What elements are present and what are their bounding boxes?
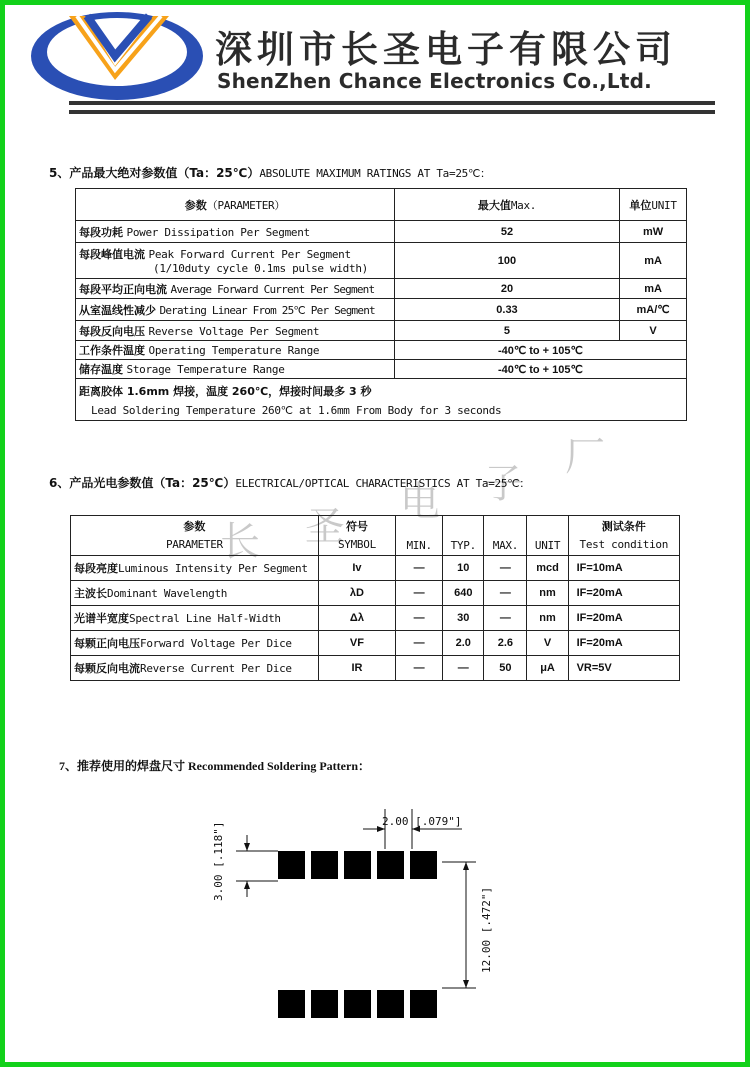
table-row: 光谱半宽度Spectral Line Half-Width Δλ — 30 — nm IF=20mA xyxy=(71,606,680,631)
table-row: 储存温度 Storage Temperature Range -40℃ to + 105℃ xyxy=(76,360,687,379)
header-parameter: 参数（PARAMETER） xyxy=(76,189,395,221)
header-rule xyxy=(69,110,715,114)
header-symbol: 符号 SYMBOL xyxy=(318,516,395,556)
solder-pad xyxy=(311,990,338,1018)
header-max: MAX. xyxy=(484,516,527,556)
header-max: 最大值Max. xyxy=(394,189,619,221)
table-row: 每段峰值电流 Peak Forward Current Per Segment (1/10duty cycle 0.1ms pulse width) 100 mA xyxy=(76,243,687,279)
table-row: 距离胶体 1.6mm 焊接，温度 260℃，焊接时间最多 3 秒 Lead Soldering Temperature 260℃ at 1.6mm From Body for 3 seconds xyxy=(76,379,687,421)
section-7-title: 7、推荐使用的焊盘尺寸 Recommended Soldering Pattern： xyxy=(59,759,370,773)
max-ratings-table xyxy=(75,188,687,421)
watermark-char: 圣 xyxy=(305,504,345,550)
header-unit: 单位UNIT xyxy=(620,189,687,221)
table-row: 每段平均正向电流 Average Forward Current Per Segment 20 mA xyxy=(76,279,687,299)
solder-pad xyxy=(377,990,404,1018)
dimension-pad-height: 3.00 [.118"] xyxy=(212,821,225,901)
company-name-en: ShenZhen Chance Electronics Co.,Ltd. xyxy=(217,69,652,93)
solder-pad xyxy=(344,851,371,879)
table-row: 每颗正向电压Forward Voltage Per Dice VF — 2.0 2.6 V IF=20mA xyxy=(71,631,680,656)
solder-pad xyxy=(377,851,404,879)
section-5-title: 5、产品最大绝对参数值（Ta：25℃）ABSOLUTE MAXIMUM RATINGS AT Ta=25℃： xyxy=(49,166,491,180)
solder-pad xyxy=(278,851,305,879)
solder-pad xyxy=(311,851,338,879)
solder-pad xyxy=(278,990,305,1018)
watermark-char: 长 xyxy=(220,519,260,565)
table-row: 工作条件温度 Operating Temperature Range -40℃ to + 105℃ xyxy=(76,341,687,360)
company-name-cn: 深圳市长圣电子有限公司 xyxy=(215,28,677,71)
table-row: 主波长Dominant Wavelength λD — 640 — nm IF=20mA xyxy=(71,581,680,606)
section-6-title: 6、产品光电参数值（Ta：25℃）ELECTRICAL/OPTICAL CHARACTERISTICS AT Ta=25℃： xyxy=(49,476,530,490)
header-typ: TYP. xyxy=(443,516,484,556)
solder-pad xyxy=(410,851,437,879)
watermark-char: 子 xyxy=(483,461,523,507)
table-row: 每颗反向电流Reverse Current Per Dice IR — — 50 μA VR=5V xyxy=(71,656,680,681)
header-rule xyxy=(69,101,715,105)
dimension-pad-span: 12.00 [.472"] xyxy=(480,886,493,973)
dimension-pad-width: 2.00 [.079"] xyxy=(382,815,462,828)
table-row: 每段亮度Luminous Intensity Per Segment Iv — 10 — mcd IF=10mA xyxy=(71,556,680,581)
header-unit: UNIT xyxy=(527,516,568,556)
header-parameter: 参数 PARAMETER xyxy=(71,516,319,556)
watermark-char: 电 xyxy=(400,479,440,525)
solder-pad xyxy=(410,990,437,1018)
table-row: 每段功耗 Power Dissipation Per Segment 52 mW xyxy=(76,221,687,243)
header-min: MIN. xyxy=(396,516,443,556)
table-row: 每段反向电压 Reverse Voltage Per Segment 5 V xyxy=(76,321,687,341)
company-logo xyxy=(29,8,205,102)
table-row: 从室温线性减少 Derating Linear From 25℃ Per Segment 0.33 mA/℃ xyxy=(76,299,687,321)
solder-pad xyxy=(344,990,371,1018)
header-condition: 测试条件 Test condition xyxy=(568,516,679,556)
electrical-table xyxy=(70,515,680,681)
watermark-char: 厂 xyxy=(565,434,605,480)
